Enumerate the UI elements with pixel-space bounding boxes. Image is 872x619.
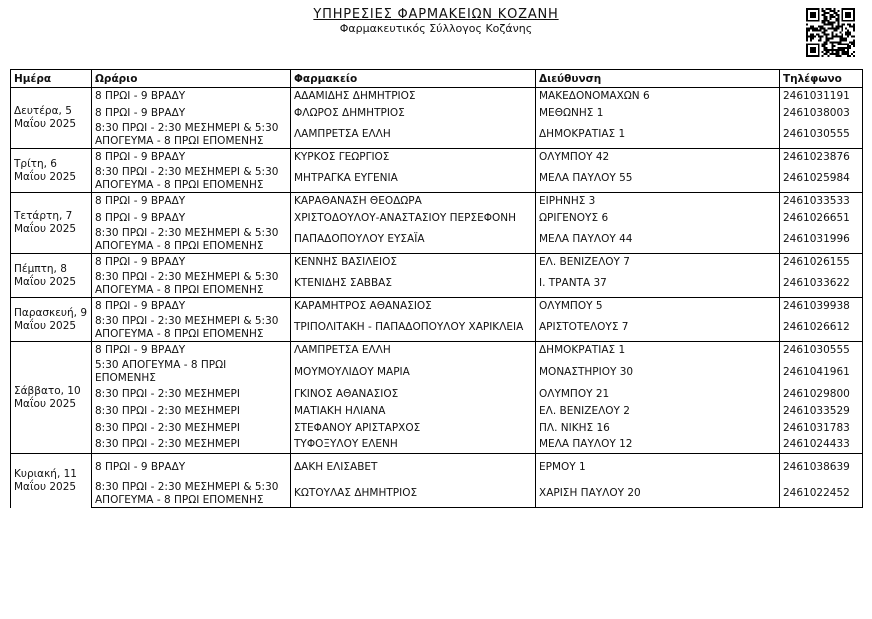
table-row xyxy=(11,420,863,437)
address-cell: ΔΗΜΟΚΡΑΤΙΑΣ 1 xyxy=(536,122,780,149)
table-row xyxy=(11,149,863,166)
address-cell: ΕΛ. ΒΕΝΙΖΕΛΟΥ 7 xyxy=(536,254,780,271)
phone-cell: 2461033533 xyxy=(780,193,863,210)
hours-cell: 8 ΠΡΩΙ - 9 ΒΡΑΔΥ xyxy=(92,105,291,122)
hours-cell: 5:30 ΑΠΟΓΕΥΜΑ - 8 ΠΡΩΙ ΕΠΟΜΕΝΗΣ xyxy=(92,359,291,386)
column-header-phone: Τηλέφωνο xyxy=(780,70,863,88)
pharmacy-cell: ΚΑΡΑΜΗΤΡΟΣ ΑΘΑΝΑΣΙΟΣ xyxy=(291,298,536,315)
hours-cell: 8:30 ΠΡΩΙ - 2:30 ΜΕΣΗΜΕΡΙ xyxy=(92,386,291,403)
pharmacy-cell: ΤΡΙΠΟΛΙΤΑΚΗ - ΠΑΠΑΔΟΠΟΥΛΟΥ ΧΑΡΙΚΛΕΙΑ xyxy=(291,315,536,342)
phone-cell: 2461038003 xyxy=(780,105,863,122)
pharmacy-cell: ΔΑΚΗ ΕΛΙΣΑΒΕΤ xyxy=(291,454,536,481)
table-row xyxy=(11,359,863,386)
hours-cell: 8 ΠΡΩΙ - 9 ΒΡΑΔΥ xyxy=(92,149,291,166)
address-cell: ΟΛΥΜΠΟΥ 5 xyxy=(536,298,780,315)
day-cell: Κυριακή, 11 Μαΐου 2025 xyxy=(11,454,92,508)
hours-cell: 8 ΠΡΩΙ - 9 ΒΡΑΔΥ xyxy=(92,88,291,105)
hours-cell: 8:30 ΠΡΩΙ - 2:30 ΜΕΣΗΜΕΡΙ & 5:30 ΑΠΟΓΕΥΜΑ - 8 ΠΡΩΙ ΕΠΟΜΕΝΗΣ xyxy=(92,315,291,342)
address-cell: ΜΟΝΑΣΤΗΡΙΟΥ 30 xyxy=(536,359,780,386)
phone-cell: 2461029800 xyxy=(780,386,863,403)
address-cell: Ι. ΤΡΑΝΤΑ 37 xyxy=(536,271,780,298)
page-title: ΥΠΗΡΕΣΙΕΣ ΦΑΡΜΑΚΕΙΩΝ ΚΟΖΑΝΗ xyxy=(313,7,559,22)
pharmacy-cell: ΚΕΝΝΗΣ ΒΑΣΙΛΕΙΟΣ xyxy=(291,254,536,271)
address-cell: ΟΛΥΜΠΟΥ 21 xyxy=(536,386,780,403)
phone-cell: 2461030555 xyxy=(780,122,863,149)
hours-cell: 8:30 ΠΡΩΙ - 2:30 ΜΕΣΗΜΕΡΙ & 5:30 ΑΠΟΓΕΥΜΑ - 8 ΠΡΩΙ ΕΠΟΜΕΝΗΣ xyxy=(92,227,291,254)
phone-cell: 2461033529 xyxy=(780,403,863,420)
day-cell: Σάββατο, 10 Μαΐου 2025 xyxy=(11,342,92,454)
address-cell: ΟΛΥΜΠΟΥ 42 xyxy=(536,149,780,166)
hours-cell: 8 ΠΡΩΙ - 9 ΒΡΑΔΥ xyxy=(92,193,291,210)
phone-cell: 2461022452 xyxy=(780,481,863,508)
phone-cell: 2461026155 xyxy=(780,254,863,271)
pharmacy-cell: ΜΟΥΜΟΥΛΙΔΟΥ ΜΑΡΙΑ xyxy=(291,359,536,386)
document-header xyxy=(0,7,872,35)
table-row xyxy=(11,122,863,149)
table-row xyxy=(11,105,863,122)
pharmacy-cell: ΠΑΠΑΔΟΠΟΥΛΟΥ ΕΥΣΑΪΑ xyxy=(291,227,536,254)
table-row xyxy=(11,386,863,403)
hours-cell: 8:30 ΠΡΩΙ - 2:30 ΜΕΣΗΜΕΡΙ xyxy=(92,420,291,437)
table-row xyxy=(11,166,863,193)
phone-cell: 2461030555 xyxy=(780,342,863,359)
hours-cell: 8:30 ΠΡΩΙ - 2:30 ΜΕΣΗΜΕΡΙ & 5:30 ΑΠΟΓΕΥΜΑ - 8 ΠΡΩΙ ΕΠΟΜΕΝΗΣ xyxy=(92,166,291,193)
table-row xyxy=(11,454,863,481)
address-cell: ΕΛ. ΒΕΝΙΖΕΛΟΥ 2 xyxy=(536,403,780,420)
table-header-row xyxy=(11,70,863,88)
pharmacy-cell: ΑΔΑΜΙΔΗΣ ΔΗΜΗΤΡΙΟΣ xyxy=(291,88,536,105)
table-row xyxy=(11,271,863,298)
column-header-day: Ημέρα xyxy=(11,70,92,88)
table-row xyxy=(11,342,863,359)
phone-cell: 2461033622 xyxy=(780,271,863,298)
hours-cell: 8:30 ΠΡΩΙ - 2:30 ΜΕΣΗΜΕΡΙ & 5:30 ΑΠΟΓΕΥΜΑ - 8 ΠΡΩΙ ΕΠΟΜΕΝΗΣ xyxy=(92,122,291,149)
pharmacy-cell: ΧΡΙΣΤΟΔΟΥΛΟΥ-ΑΝΑΣΤΑΣΙΟΥ ΠΕΡΣΕΦΟΝΗ xyxy=(291,210,536,227)
phone-cell: 2461026651 xyxy=(780,210,863,227)
phone-cell: 2461039938 xyxy=(780,298,863,315)
table-row xyxy=(11,315,863,342)
pharmacy-cell: ΚΑΡΑΘΑΝΑΣΗ ΘΕΟΔΩΡΑ xyxy=(291,193,536,210)
qr-code-icon xyxy=(806,8,855,57)
pharmacy-cell: ΚΤΕΝΙΔΗΣ ΣΑΒΒΑΣ xyxy=(291,271,536,298)
day-cell: Τρίτη, 6 Μαΐου 2025 xyxy=(11,149,92,193)
pharmacy-cell: ΚΥΡΚΟΣ ΓΕΩΡΓΙΟΣ xyxy=(291,149,536,166)
phone-cell: 2461038639 xyxy=(780,454,863,481)
pharmacy-cell: ΤΥΦΟΞΥΛΟΥ ΕΛΕΝΗ xyxy=(291,437,536,454)
hours-cell: 8:30 ΠΡΩΙ - 2:30 ΜΕΣΗΜΕΡΙ & 5:30 ΑΠΟΓΕΥΜΑ - 8 ΠΡΩΙ ΕΠΟΜΕΝΗΣ xyxy=(92,271,291,298)
hours-cell: 8 ΠΡΩΙ - 9 ΒΡΑΔΥ xyxy=(92,210,291,227)
table-row xyxy=(11,210,863,227)
address-cell: ΩΡΙΓΕΝΟΥΣ 6 xyxy=(536,210,780,227)
day-cell: Πέμπτη, 8 Μαΐου 2025 xyxy=(11,254,92,298)
table-row xyxy=(11,193,863,210)
address-cell: ΜΕΛΑ ΠΑΥΛΟΥ 44 xyxy=(536,227,780,254)
address-cell: ΔΗΜΟΚΡΑΤΙΑΣ 1 xyxy=(536,342,780,359)
page-subtitle: Φαρμακευτικός Σύλλογος Κοζάνης xyxy=(339,22,533,35)
day-cell: Τετάρτη, 7 Μαΐου 2025 xyxy=(11,193,92,254)
pharmacy-cell: ΣΤΕΦΑΝΟΥ ΑΡΙΣΤΑΡΧΟΣ xyxy=(291,420,536,437)
pharmacy-cell: ΚΩΤΟΥΛΑΣ ΔΗΜΗΤΡΙΟΣ xyxy=(291,481,536,508)
table-row xyxy=(11,437,863,454)
address-cell: ΧΑΡΙΣΗ ΠΑΥΛΟΥ 20 xyxy=(536,481,780,508)
pharmacy-cell: ΛΑΜΠΡΕΤΣΑ ΕΛΛΗ xyxy=(291,122,536,149)
address-cell: ΕΙΡΗΝΗΣ 3 xyxy=(536,193,780,210)
phone-cell: 2461031783 xyxy=(780,420,863,437)
phone-cell: 2461031996 xyxy=(780,227,863,254)
pharmacy-cell: ΓΚΙΝΟΣ ΑΘΑΝΑΣΙΟΣ xyxy=(291,386,536,403)
hours-cell: 8 ΠΡΩΙ - 9 ΒΡΑΔΥ xyxy=(92,254,291,271)
day-cell: Δευτέρα, 5 Μαΐου 2025 xyxy=(11,88,92,149)
hours-cell: 8 ΠΡΩΙ - 9 ΒΡΑΔΥ xyxy=(92,342,291,359)
phone-cell: 2461041961 xyxy=(780,359,863,386)
address-cell: ΕΡΜΟΥ 1 xyxy=(536,454,780,481)
table-row xyxy=(11,227,863,254)
column-header-address: Διεύθυνση xyxy=(536,70,780,88)
address-cell: ΜΕΛΑ ΠΑΥΛΟΥ 12 xyxy=(536,437,780,454)
address-cell: ΠΛ. ΝΙΚΗΣ 16 xyxy=(536,420,780,437)
column-header-hours: Ωράριο xyxy=(92,70,291,88)
pharmacy-cell: ΜΗΤΡΑΓΚΑ ΕΥΓΕΝΙΑ xyxy=(291,166,536,193)
table-row xyxy=(11,298,863,315)
hours-cell: 8:30 ΠΡΩΙ - 2:30 ΜΕΣΗΜΕΡΙ xyxy=(92,437,291,454)
column-header-pharmacy: Φαρμακείο xyxy=(291,70,536,88)
hours-cell: 8 ΠΡΩΙ - 9 ΒΡΑΔΥ xyxy=(92,454,291,481)
table-row xyxy=(11,403,863,420)
hours-cell: 8 ΠΡΩΙ - 9 ΒΡΑΔΥ xyxy=(92,298,291,315)
address-cell: ΜΕΘΩΝΗΣ 1 xyxy=(536,105,780,122)
phone-cell: 2461023876 xyxy=(780,149,863,166)
pharmacy-cell: ΦΛΩΡΟΣ ΔΗΜΗΤΡΙΟΣ xyxy=(291,105,536,122)
phone-cell: 2461031191 xyxy=(780,88,863,105)
hours-cell: 8:30 ΠΡΩΙ - 2:30 ΜΕΣΗΜΕΡΙ xyxy=(92,403,291,420)
day-cell: Παρασκευή, 9 Μαΐου 2025 xyxy=(11,298,92,342)
phone-cell: 2461025984 xyxy=(780,166,863,193)
address-cell: ΜΑΚΕΔΟΝΟΜΑΧΩΝ 6 xyxy=(536,88,780,105)
phone-cell: 2461024433 xyxy=(780,437,863,454)
table-row xyxy=(11,254,863,271)
pharmacy-cell: ΛΑΜΠΡΕΤΣΑ ΕΛΛΗ xyxy=(291,342,536,359)
table-body xyxy=(11,88,863,508)
table-row xyxy=(11,481,863,508)
pharmacy-schedule-table xyxy=(10,69,863,508)
phone-cell: 2461026612 xyxy=(780,315,863,342)
address-cell: ΜΕΛΑ ΠΑΥΛΟΥ 55 xyxy=(536,166,780,193)
hours-cell: 8:30 ΠΡΩΙ - 2:30 ΜΕΣΗΜΕΡΙ & 5:30 ΑΠΟΓΕΥΜΑ - 8 ΠΡΩΙ ΕΠΟΜΕΝΗΣ xyxy=(92,481,291,508)
address-cell: ΑΡΙΣΤΟΤΕΛΟΥΣ 7 xyxy=(536,315,780,342)
pharmacy-cell: ΜΑΤΙΑΚΗ ΗΛΙΑΝΑ xyxy=(291,403,536,420)
table-row xyxy=(11,88,863,105)
